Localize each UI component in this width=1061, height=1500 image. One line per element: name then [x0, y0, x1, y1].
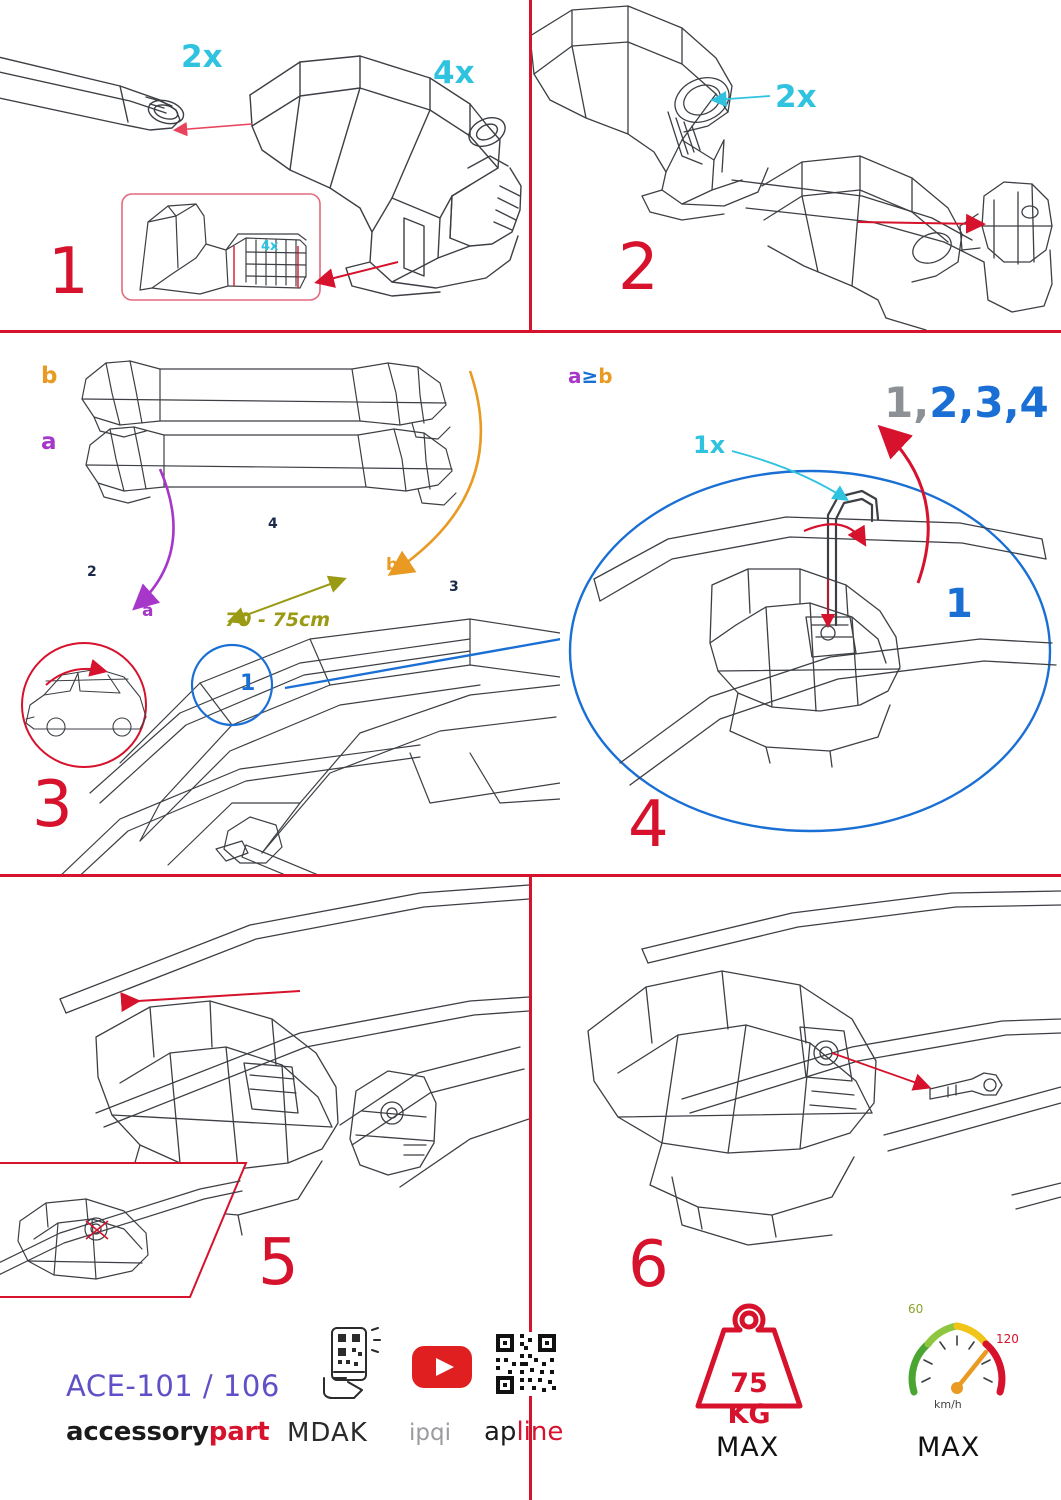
- brand-part: part: [208, 1417, 270, 1447]
- brand-accessory: accessory: [66, 1417, 209, 1447]
- step-1-panel: [0, 0, 529, 330]
- step-3-car-inset: [0, 333, 560, 874]
- label-bar-a: a: [41, 429, 57, 455]
- phone-qr-scan-icon: [318, 1326, 394, 1400]
- speed-tick-low: 60: [908, 1302, 924, 1316]
- label-count-pad: 4x: [433, 55, 475, 91]
- label-count-screw: 2x: [775, 79, 817, 115]
- product-code: ACE-101 / 106: [66, 1369, 280, 1403]
- label-arrow-b: b: [386, 555, 399, 575]
- label-count-bar: 2x: [181, 39, 223, 75]
- label-first-bolt: 1: [945, 581, 973, 627]
- sequence-first: 1,: [884, 378, 930, 427]
- step-4-panel: [560, 333, 1061, 874]
- step-3-panel: [0, 333, 560, 874]
- step-1-number: 1: [48, 235, 90, 309]
- weight-max-label: MAX: [716, 1432, 780, 1463]
- step-6-panel: [532, 877, 1061, 1307]
- label-count-inset-pad: 4x: [261, 239, 279, 254]
- brand-mdak: MDAK: [287, 1418, 368, 1448]
- label-arrow-a: a: [142, 601, 154, 621]
- foot-index-3: 3: [449, 579, 459, 595]
- label-count-key: 1x: [693, 431, 726, 459]
- step-2-panel: [532, 0, 1061, 330]
- speed-max-label: MAX: [917, 1432, 981, 1463]
- youtube-icon[interactable]: [412, 1346, 472, 1388]
- label-distance: 70 - 75cm: [225, 609, 331, 631]
- brand-accessorypart: [66, 1417, 269, 1447]
- foot-index-4: 4: [268, 516, 278, 532]
- step-4-number: 4: [628, 788, 670, 862]
- step-5-number: 5: [258, 1226, 300, 1300]
- weight-value: 75 KG: [727, 1368, 771, 1430]
- speed-unit: km/h: [934, 1398, 962, 1411]
- step-3-number: 3: [32, 768, 74, 842]
- step-5-panel: [0, 877, 529, 1307]
- brand-ipqi: ipqi: [409, 1420, 451, 1446]
- qr-code-icon: [494, 1332, 558, 1396]
- label-bar-b: b: [41, 363, 58, 389]
- foot-index-2: 2: [87, 564, 97, 580]
- brand-apline: [484, 1417, 563, 1447]
- label-condition-ab: a≥b: [568, 364, 613, 388]
- label-tighten-sequence: [884, 378, 1049, 427]
- step-2-number: 2: [618, 231, 660, 305]
- step-6-number: 6: [628, 1228, 670, 1302]
- brand-apline-ap: ap: [484, 1417, 517, 1447]
- step-2-arrows: [532, 0, 1061, 330]
- brand-apline-line: line: [516, 1417, 564, 1447]
- speed-tick-high: 120: [996, 1332, 1019, 1346]
- foot-index-1: 1: [240, 671, 256, 696]
- step-6-illustration: [532, 877, 1061, 1307]
- sequence-rest: 2,3,4: [929, 378, 1049, 427]
